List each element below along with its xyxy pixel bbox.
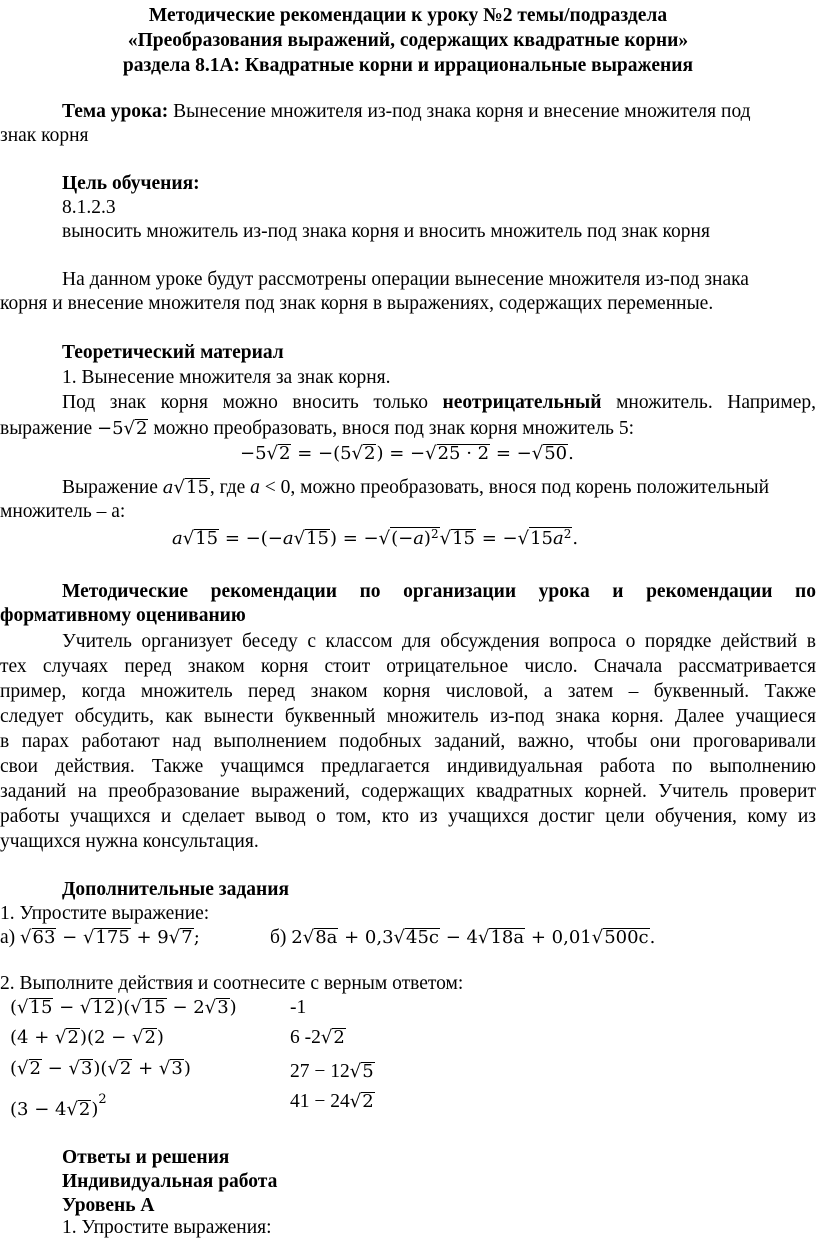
methods-line-2: тех случаях перед знаком корня стоит отрицательное число. Сначала рассматривается xyxy=(0,656,816,677)
methods-line-4: следует обсудить, как вынести буквенный множитель из-под знака корня. Далее учащиеся xyxy=(0,706,816,727)
methods-line-1: Учитель организует беседу с классом для обсуждения вопроса о порядке действий в xyxy=(62,631,816,652)
theory-p1-bold: неотрицательный xyxy=(442,392,602,413)
topic-line-2: знак корня xyxy=(0,125,89,146)
title-line-3: раздела 8.1А: Квадратные корни и иррациональные выражения xyxy=(122,55,694,76)
theory-p3-mid: , где xyxy=(209,477,251,498)
math-task-2-row-4: $(3 - 4√2)^2$ xyxy=(10,1092,107,1120)
theory-p3-start: Выражение xyxy=(62,477,163,498)
extra-task-2: 2. Выполните действия и соотнесите с верным ответом: xyxy=(0,973,464,994)
extra-task-1a xyxy=(0,926,200,950)
label-b: б) xyxy=(270,927,287,948)
methods-heading-1: Методические рекомендации по организации урока и рекомендации по xyxy=(62,581,816,602)
title-line-1: Методические рекомендации к уроку №2 темы/подраздела xyxy=(148,5,668,26)
topic-text: Вынесение множителя из-под знака корня и внесение множителя под xyxy=(173,101,751,122)
intro-line-1: На данном уроке будут рассмотрены операции вынесение множителя из-под знака xyxy=(62,269,749,290)
theory-p3-var: a xyxy=(250,477,260,498)
theory-p1-end: множитель. Например, xyxy=(601,392,816,413)
math-task-2-row-2: (4 + √2)(2 − √2) xyxy=(10,1027,164,1048)
extra-task-1b xyxy=(270,926,655,950)
math-task-2-row-3: (√2 − √3)(√2 + √3) xyxy=(10,1058,191,1079)
level-a-heading: Уровень А xyxy=(62,1195,155,1216)
theory-heading: Теоретический материал xyxy=(62,342,284,363)
theory-p1-start: Под знак корня можно вносить только xyxy=(62,392,443,413)
extra-task-1: 1. Упростите выражение: xyxy=(0,903,210,924)
math-equation-2: $a√15 = -(-a√15) = -√(-a)^2√15 = -√15a^2$. xyxy=(172,527,579,549)
goal-label: Цель обучения: xyxy=(62,173,200,194)
math-equation-1: −5√2 = −(5√2) = −√25 · 2 = −√50. xyxy=(240,443,574,464)
individual-work-heading: Индивидуальная работа xyxy=(62,1171,278,1192)
answer-4 xyxy=(290,1090,375,1114)
methods-line-9: учащихся нужна консультация. xyxy=(0,831,259,852)
theory-p2-start: выражение xyxy=(0,418,97,439)
answer-2-text: 6 -2 xyxy=(290,1027,321,1048)
answer-4-root: √2 xyxy=(349,1091,374,1112)
math-task-1a: √63 − √175 + 9√7; xyxy=(20,927,200,948)
topic-line xyxy=(62,100,751,124)
methods-line-3: пример, когда множитель перед знаком корня числовой, а затем – буквенный. Также xyxy=(0,681,816,702)
label-a: а) xyxy=(0,927,16,948)
methods-line-8: работы учащихся и сделает вывод о том, кто из учащихся достиг цели обучения, кому из xyxy=(0,806,816,827)
theory-p2-mid: можно преобразовать, внося под знак корня множитель 5: xyxy=(148,418,634,439)
methods-line-6: свои действия. Также учащимся предлагается индивидуальная работа по выполнению xyxy=(0,756,816,777)
goal-code: 8.1.2.3 xyxy=(62,197,116,218)
math-task-1b: 2√8a + 0,3√45c − 4√18a + 0,01√500c. xyxy=(291,927,656,948)
methods-line-5: в парах работают над выполнением подобных заданий, важно, чтобы они проговаривали xyxy=(0,731,816,752)
theory-item-1: 1. Вынесение множителя за знак корня. xyxy=(62,367,391,388)
math-a-sqrt15: a√15 xyxy=(162,477,209,498)
methods-heading-2: формативному оцениванию xyxy=(0,605,246,626)
answers-heading: Ответы и решения xyxy=(62,1147,230,1168)
math-minus-5-sqrt2: −5√2 xyxy=(97,418,148,439)
theory-para-4: множитель – a: xyxy=(0,501,126,522)
theory-p3-end: < 0, можно преобразовать, внося под корень положительный xyxy=(259,477,770,498)
title-line-2: «Преобразования выражений, содержащих квадратные корни» xyxy=(127,30,689,51)
answers-task-1: 1. Упростите выражения: xyxy=(62,1217,272,1238)
answer-3 xyxy=(290,1060,375,1084)
goal-text: выносить множитель из-под знака корня и вносить множитель под знак корня xyxy=(62,221,710,242)
math-task-2-row-1: (√15 − √12)(√15 − 2√3) xyxy=(10,997,237,1018)
intro-line-2: корня и внесение множителя под знак корня в выражениях, содержащих переменные. xyxy=(0,293,714,314)
topic-label: Тема урока: xyxy=(62,101,169,122)
answer-4-text: 41 − 24 xyxy=(290,1091,350,1112)
theory-para-3 xyxy=(62,476,816,500)
theory-para-1 xyxy=(62,391,816,415)
extra-heading: Дополнительные задания xyxy=(62,879,290,900)
answer-2-root: √2 xyxy=(320,1027,345,1048)
theory-para-2 xyxy=(0,417,634,441)
answer-2 xyxy=(290,1026,346,1050)
methods-line-7: заданий на преобразование выражений, содержащих квадратных корней. Учитель проверит xyxy=(0,781,816,802)
answer-1: -1 xyxy=(290,997,307,1018)
answer-3-text: 27 − 12 xyxy=(290,1061,350,1082)
answer-3-root: √5 xyxy=(349,1061,374,1082)
